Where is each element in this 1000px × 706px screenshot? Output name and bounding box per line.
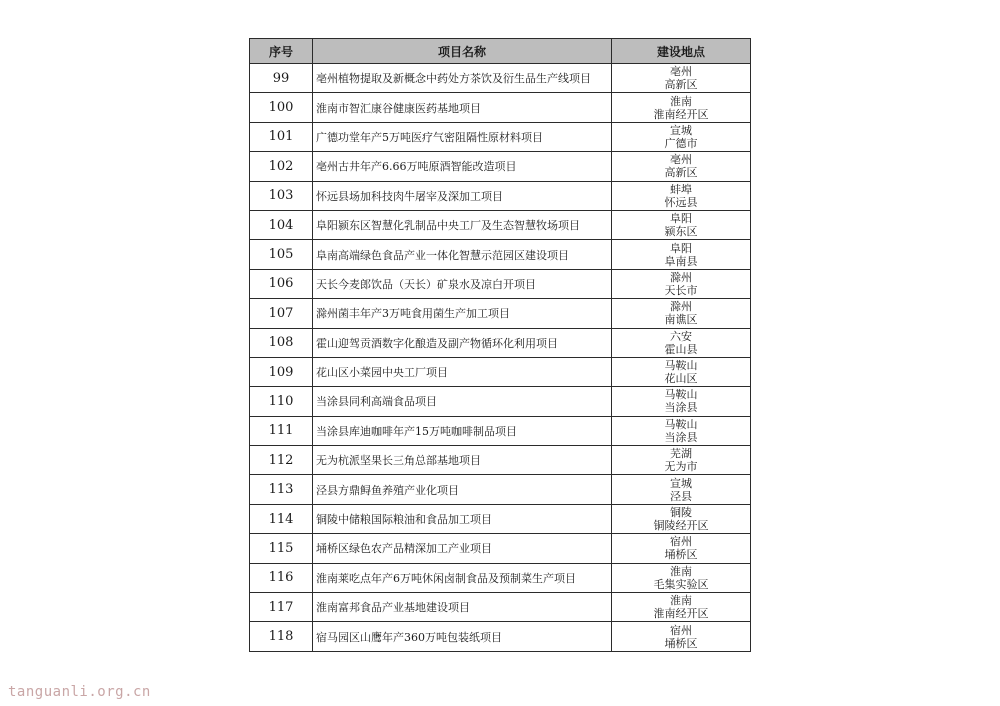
table-row [250,446,751,475]
table-row [250,622,751,651]
row-index: 102 [250,152,313,181]
project-table [249,38,751,652]
row-index: 111 [250,416,313,445]
location-district: 泾县 [670,489,692,503]
project-name: 怀远县场加科技肉牛屠宰及深加工项目 [313,181,612,210]
row-index: 113 [250,475,313,504]
project-location [612,122,751,151]
location-city: 蚌埠 [670,182,692,196]
location-district: 广德市 [664,136,698,150]
location-district: 淮南经开区 [653,107,709,121]
watermark: tanguanli.org.cn [8,684,151,700]
location-district: 怀远县 [664,195,698,209]
project-name: 滁州菌丰年产3万吨食用菌生产加工项目 [313,299,612,328]
location-city: 阜阳 [670,212,692,226]
project-name: 当涂县同利高端食品项目 [313,387,612,416]
table-row [250,593,751,622]
table-row [250,181,751,210]
row-index: 117 [250,593,313,622]
row-index: 104 [250,210,313,239]
location-district: 花山区 [664,372,698,386]
project-location [612,416,751,445]
table-row [250,122,751,151]
table-row [250,64,751,93]
table-row [250,534,751,563]
table-row [250,504,751,533]
table-row [250,563,751,592]
location-district: 铜陵经开区 [653,519,709,533]
row-index: 112 [250,446,313,475]
project-location [612,181,751,210]
project-location [612,387,751,416]
location-city: 亳州 [670,65,692,79]
project-location [612,446,751,475]
project-location [612,475,751,504]
header-row [250,39,751,64]
header-index: 序号 [250,39,313,64]
row-index: 100 [250,93,313,122]
project-location [612,622,751,651]
table-row [250,475,751,504]
project-location [612,269,751,298]
table-header [250,39,751,64]
project-name: 泾县方鼎鲟鱼养殖产业化项目 [313,475,612,504]
project-name: 亳州古井年产6.66万吨原酒智能改造项目 [313,152,612,181]
table-row [250,210,751,239]
row-index: 101 [250,122,313,151]
location-city: 宿州 [670,535,692,549]
location-city: 滁州 [670,270,692,284]
project-name: 无为杭派坚果长三角总部基地项目 [313,446,612,475]
project-name: 当涂县库迪咖啡年产15万吨咖啡制品项目 [313,416,612,445]
location-district: 毛集实验区 [653,577,709,591]
location-city: 亳州 [670,153,692,167]
project-location [612,210,751,239]
project-name: 埇桥区绿色农产品精深加工产业项目 [313,534,612,563]
table-row [250,328,751,357]
project-name: 阜阳颍东区智慧化乳制品中央工厂及生态智慧牧场项目 [313,210,612,239]
location-city: 淮南 [670,564,692,578]
table-row [250,152,751,181]
header-name: 项目名称 [313,39,612,64]
project-name: 霍山迎驾贡酒数字化酿造及副产物循环化利用项目 [313,328,612,357]
row-index: 110 [250,387,313,416]
project-name: 淮南富邦食品产业基地建设项目 [313,593,612,622]
location-district: 当涂县 [664,430,698,444]
row-index: 108 [250,328,313,357]
location-city: 马鞍山 [664,388,698,402]
location-district: 天长市 [664,283,698,297]
row-index: 114 [250,504,313,533]
location-district: 埇桥区 [664,548,698,562]
location-district: 颍东区 [664,225,698,239]
project-location [612,534,751,563]
table-row [250,93,751,122]
location-city: 马鞍山 [664,359,698,373]
project-name: 淮南市智汇康谷健康医药基地项目 [313,93,612,122]
location-district: 高新区 [664,78,698,92]
location-district: 埇桥区 [664,636,698,650]
project-location [612,93,751,122]
project-location [612,299,751,328]
location-city: 芜湖 [670,447,692,461]
location-city: 六安 [670,329,692,343]
location-city: 阜阳 [670,241,692,255]
row-index: 99 [250,64,313,93]
project-name: 铜陵中储粮国际粮油和食品加工项目 [313,504,612,533]
project-name: 阜南高端绿色食品产业一体化智慧示范园区建设项目 [313,240,612,269]
location-city: 宣城 [670,123,692,137]
location-city: 淮南 [670,94,692,108]
location-city: 滁州 [670,300,692,314]
project-location [612,64,751,93]
location-district: 阜南县 [664,254,698,268]
project-name: 天长今麦郎饮品（天长）矿泉水及凉白开项目 [313,269,612,298]
project-name: 花山区小菜园中央工厂项目 [313,357,612,386]
location-district: 当涂县 [664,401,698,415]
row-index: 103 [250,181,313,210]
location-district: 无为市 [664,460,698,474]
project-location [612,504,751,533]
table-row [250,240,751,269]
project-location [612,240,751,269]
table-row [250,416,751,445]
location-district: 霍山县 [664,342,698,356]
row-index: 105 [250,240,313,269]
table-body [250,64,751,652]
project-name: 宿马园区山鹰年产360万吨包装纸项目 [313,622,612,651]
project-location [612,328,751,357]
row-index: 116 [250,563,313,592]
project-name: 淮南莱吃点年产6万吨休闲卤制食品及预制菜生产项目 [313,563,612,592]
header-location: 建设地点 [612,39,751,64]
project-name: 亳州植物提取及新概念中药处方茶饮及衍生品生产线项目 [313,64,612,93]
location-city: 淮南 [670,594,692,608]
table-row [250,299,751,328]
project-location [612,357,751,386]
location-district: 高新区 [664,166,698,180]
row-index: 115 [250,534,313,563]
row-index: 109 [250,357,313,386]
location-city: 铜陵 [670,506,692,520]
location-district: 淮南经开区 [653,607,709,621]
row-index: 106 [250,269,313,298]
location-city: 宿州 [670,623,692,637]
project-location [612,152,751,181]
table-row [250,357,751,386]
table-row [250,387,751,416]
location-city: 马鞍山 [664,417,698,431]
project-location [612,563,751,592]
location-city: 宣城 [670,476,692,490]
project-location [612,593,751,622]
project-name: 广德功堂年产5万吨医疗气密阻隔性原材料项目 [313,122,612,151]
table-row [250,269,751,298]
row-index: 118 [250,622,313,651]
row-index: 107 [250,299,313,328]
location-district: 南谯区 [664,313,698,327]
